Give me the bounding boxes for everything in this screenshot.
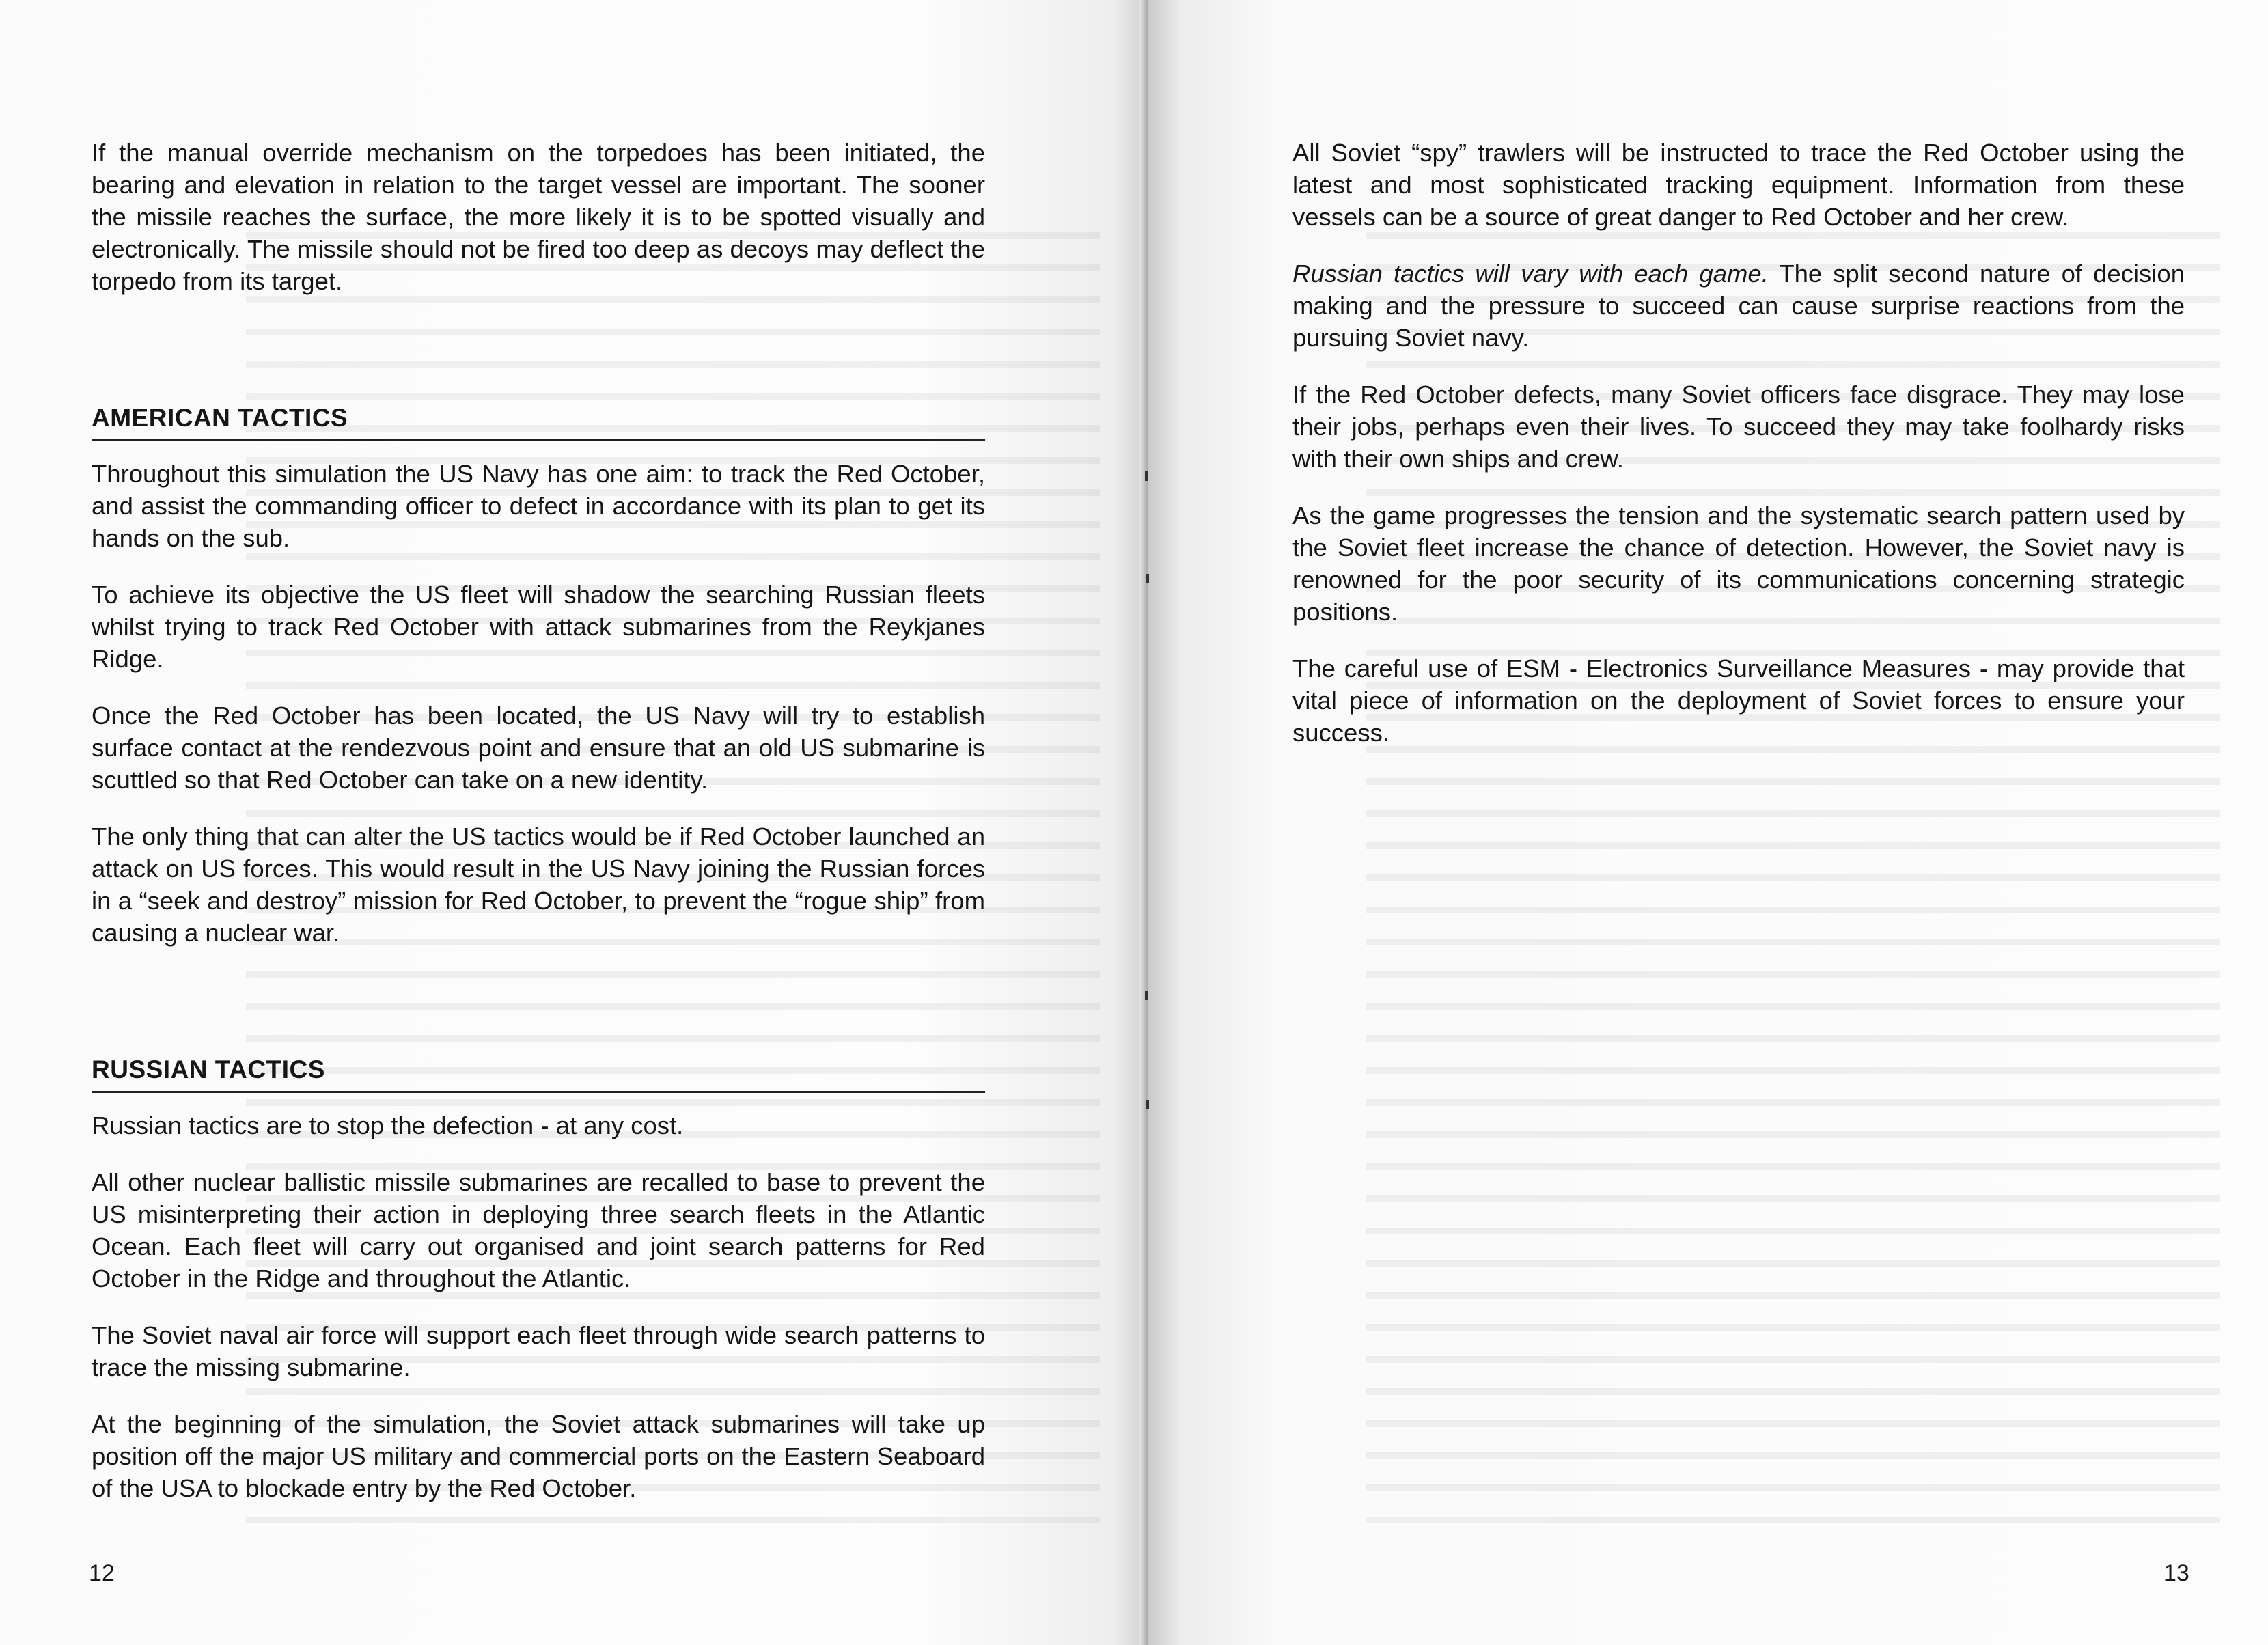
esm-paragraph: The careful use of ESM - Electronics Surveillance Measures - may provide that vital piece of information on the deployment of Soviet forces to ensure your success. (1292, 654, 2185, 747)
intro-paragraph: If the manual override mechanism on the torpedoes has been initiated, the bearing and elevation in relation to the target vessel are important. The sooner the missile reaches the surface, the more likely it is to be spotted visually and electronically. The missile should not be fired too deep as decoys may deflect the torpedo from its target. (92, 139, 985, 295)
staple-mark (1146, 1100, 1149, 1109)
russian-tactics-heading: RUSSIAN TACTICS (92, 1055, 985, 1093)
staple-mark (1145, 471, 1148, 481)
russian-paragraph: Russian tactics are to stop the defection - at any cost. (92, 1111, 684, 1139)
staple-mark (1145, 991, 1148, 1000)
right-text-column (1292, 137, 2185, 773)
tactics-vary-rest: The split second nature of decision making and the pressure to succeed can cause surprise reactions from the pursuing Soviet navy. (1292, 260, 2185, 352)
american-tactics-heading: AMERICAN TACTICS (92, 404, 985, 441)
page-number-right: 13 (2163, 1560, 2189, 1586)
american-paragraph: Throughout this simulation the US Navy has one aim: to track the Red October, and assist the commanding officer to defect in accordance with its plan to get its hands on the sub. (92, 460, 985, 552)
american-paragraph: Once the Red October has been located, the US Navy will try to establish surface contact at the rendezvous point and ensure that an old US submarine is scuttled so that Red October can take on a new identity. (92, 702, 985, 794)
spy-trawlers-paragraph: All Soviet “spy” trawlers will be instructed to trace the Red October using the latest and most sophisticated tracking equipment. Information from these vessels can be a source of great danger to Red October and her crew. (1292, 139, 2185, 231)
right-page (1148, 0, 2268, 1645)
russian-paragraph: At the beginning of the simulation, the Soviet attack submarines will take up position off the major US military and commercial ports on the Eastern Seaboard of the USA to blockade entry by the Red October. (92, 1410, 985, 1502)
staple-mark (1146, 574, 1149, 583)
tactics-vary-italic: Russian tactics will vary with each game. (1292, 260, 1769, 288)
russian-paragraph: All other nuclear ballistic missile submarines are recalled to base to prevent the US misinterpreting their action in deploying three search fleets in the Atlantic Ocean. Each fleet will carry out organised and joint search patterns for Red October in the Ridge and throughout the Atlantic. (92, 1168, 985, 1292)
section-gap (92, 322, 985, 404)
search-pattern-paragraph: As the game progresses the tension and the systematic search pattern used by the Soviet fleet increase the chance of detection. However, the Soviet navy is renowned for the poor security of its communications concerning strategic positions. (1292, 501, 2185, 626)
russian-paragraph: The Soviet naval air force will support each fleet through wide search patterns to trace the missing submarine. (92, 1321, 985, 1381)
american-paragraph: The only thing that can alter the US tactics would be if Red October launched an attack on US forces. This would result in the US Navy joining the Russian forces in a “seek and destroy” mission for Red October, to prevent the “rogue ship” from causing a nuclear war. (92, 822, 985, 947)
tactics-vary-paragraph (1292, 258, 2185, 354)
section-gap (92, 973, 985, 1055)
page-number-left: 12 (89, 1560, 115, 1586)
left-text-column (92, 137, 985, 1529)
american-paragraph: To achieve its objective the US fleet will shadow the searching Russian fleets whilst trying to track Red October with attack submarines from the Reykjanes Ridge. (92, 581, 985, 673)
defection-consequences-paragraph: If the Red October defects, many Soviet officers face disgrace. They may lose their jobs, perhaps even their lives. To succeed they may take foolhardy risks with their own ships and crew. (1292, 381, 2185, 473)
